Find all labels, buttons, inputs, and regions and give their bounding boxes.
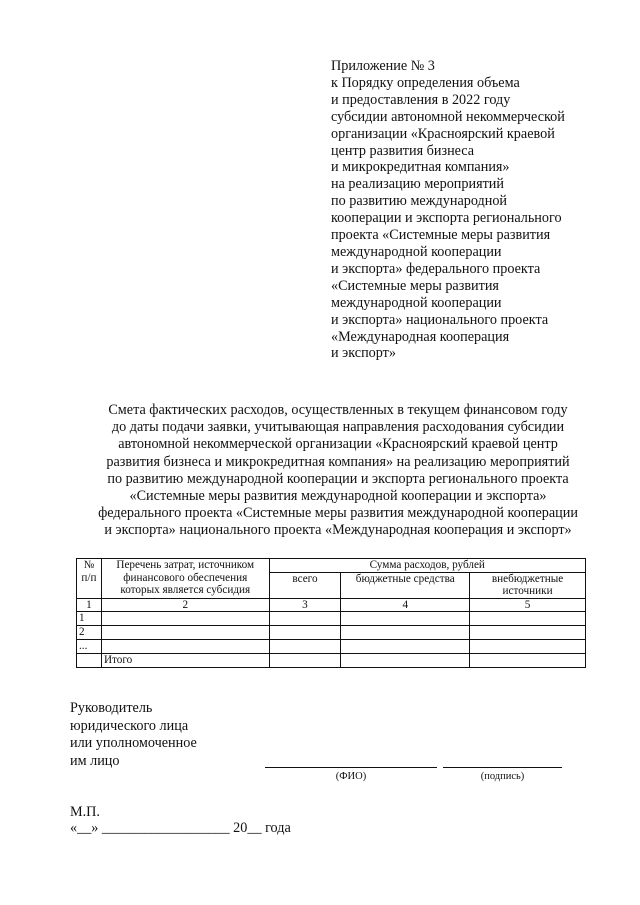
header-sum: Сумма расходов, рублей <box>269 559 585 573</box>
appendix-line: организации «Красноярский краевой <box>331 125 555 142</box>
title-line: «Системные меры развития международной кооперации и экспорта» <box>129 488 547 505</box>
row-num: ... <box>77 640 102 654</box>
table-row <box>77 612 586 626</box>
row-cell <box>341 640 470 654</box>
appendix-line: и предоставления в 2022 году <box>331 91 511 108</box>
appendix-line: кооперации и экспорта регионального <box>331 210 562 227</box>
index-cell: 2 <box>101 598 269 612</box>
row-num: 1 <box>77 612 102 626</box>
signatory-line: юридического лица <box>70 717 189 734</box>
table-index-row <box>77 598 586 612</box>
appendix-line: и экспорт» <box>331 345 396 362</box>
fio-underline <box>265 767 437 768</box>
title-line: и экспорта» национального проекта «Международная кооперация и экспорт» <box>104 522 572 539</box>
date-line: «__» __________________ 20__ года <box>70 820 291 836</box>
title-line: Смета фактических расходов, осуществленных в текущем финансовом году <box>108 402 568 418</box>
appendix-line: по развитию международной <box>331 193 508 210</box>
row-cell <box>470 654 586 668</box>
appendix-line: международной кооперации <box>331 294 502 311</box>
index-cell: 4 <box>341 598 470 612</box>
appendix-line: центр развития бизнеса <box>331 142 475 159</box>
signatory-line: им лицо <box>70 752 120 769</box>
index-cell: 1 <box>77 598 102 612</box>
title-line: до даты подачи заявки, учитывающая направления расходования субсидии <box>111 419 565 436</box>
row-name <box>101 626 269 640</box>
title-line: по развитию международной кооперации и экспорта регионального проекта <box>107 470 569 487</box>
document-title <box>58 402 618 540</box>
index-cell: 3 <box>269 598 341 612</box>
row-cell <box>269 626 341 640</box>
row-cell <box>269 612 341 626</box>
table-total-row <box>77 654 586 668</box>
appendix-line: «Системные меры развития <box>331 277 499 294</box>
title-line: автономной некоммерческой организации «Красноярский краевой центр <box>118 436 558 453</box>
header-budget: бюджетные средства <box>341 572 470 598</box>
row-cell <box>269 640 341 654</box>
row-cell <box>269 654 341 668</box>
row-cell <box>470 626 586 640</box>
table-row <box>77 640 586 654</box>
row-cell <box>341 626 470 640</box>
header-expense-list: Перечень затрат, источником финансового обеспечения которых является субсидия <box>101 559 269 599</box>
row-name <box>101 640 269 654</box>
row-cell <box>341 654 470 668</box>
stamp-place: М.П. <box>70 804 100 820</box>
signatory-line: или уполномоченное <box>70 735 197 751</box>
appendix-line: на реализацию мероприятий <box>331 176 504 193</box>
table-row <box>77 626 586 640</box>
appendix-line: и микрокредитная компания» <box>331 159 510 176</box>
row-cell <box>77 654 102 668</box>
signatory-line: Руководитель <box>70 700 153 716</box>
header-total: всего <box>269 572 341 598</box>
appendix-block <box>331 58 621 362</box>
row-cell <box>470 612 586 626</box>
signature-caption: (подпись) <box>480 771 525 782</box>
appendix-line: к Порядку определения объема <box>331 74 520 91</box>
appendix-line: Приложение № 3 <box>331 58 435 74</box>
row-num: 2 <box>77 626 102 640</box>
appendix-line: и экспорта» федерального проекта <box>331 260 541 277</box>
appendix-line: субсидии автономной некоммерческой <box>331 108 565 125</box>
header-extrabudget: внебюджетные источники <box>470 572 586 598</box>
signature-underline <box>443 767 562 768</box>
title-line: развития бизнеса и микрокредитная компания» на реализацию мероприятий <box>106 453 570 470</box>
signatory-block <box>70 700 197 770</box>
title-line: федерального проекта «Системные меры развития международной кооперации <box>98 505 578 522</box>
appendix-line: проекта «Системные меры развития <box>331 227 551 244</box>
fio-caption: (ФИО) <box>335 771 367 782</box>
table-header-row <box>77 559 586 573</box>
header-num: № п/п <box>77 559 102 599</box>
appendix-line: и экспорта» национального проекта <box>331 311 549 328</box>
index-cell: 5 <box>470 598 586 612</box>
row-name <box>101 612 269 626</box>
row-cell <box>341 612 470 626</box>
appendix-line: международной кооперации <box>331 243 502 260</box>
row-cell <box>470 640 586 654</box>
estimate-table <box>76 558 586 668</box>
total-label: Итого <box>101 654 269 668</box>
appendix-line: «Международная кооперация <box>331 328 510 345</box>
